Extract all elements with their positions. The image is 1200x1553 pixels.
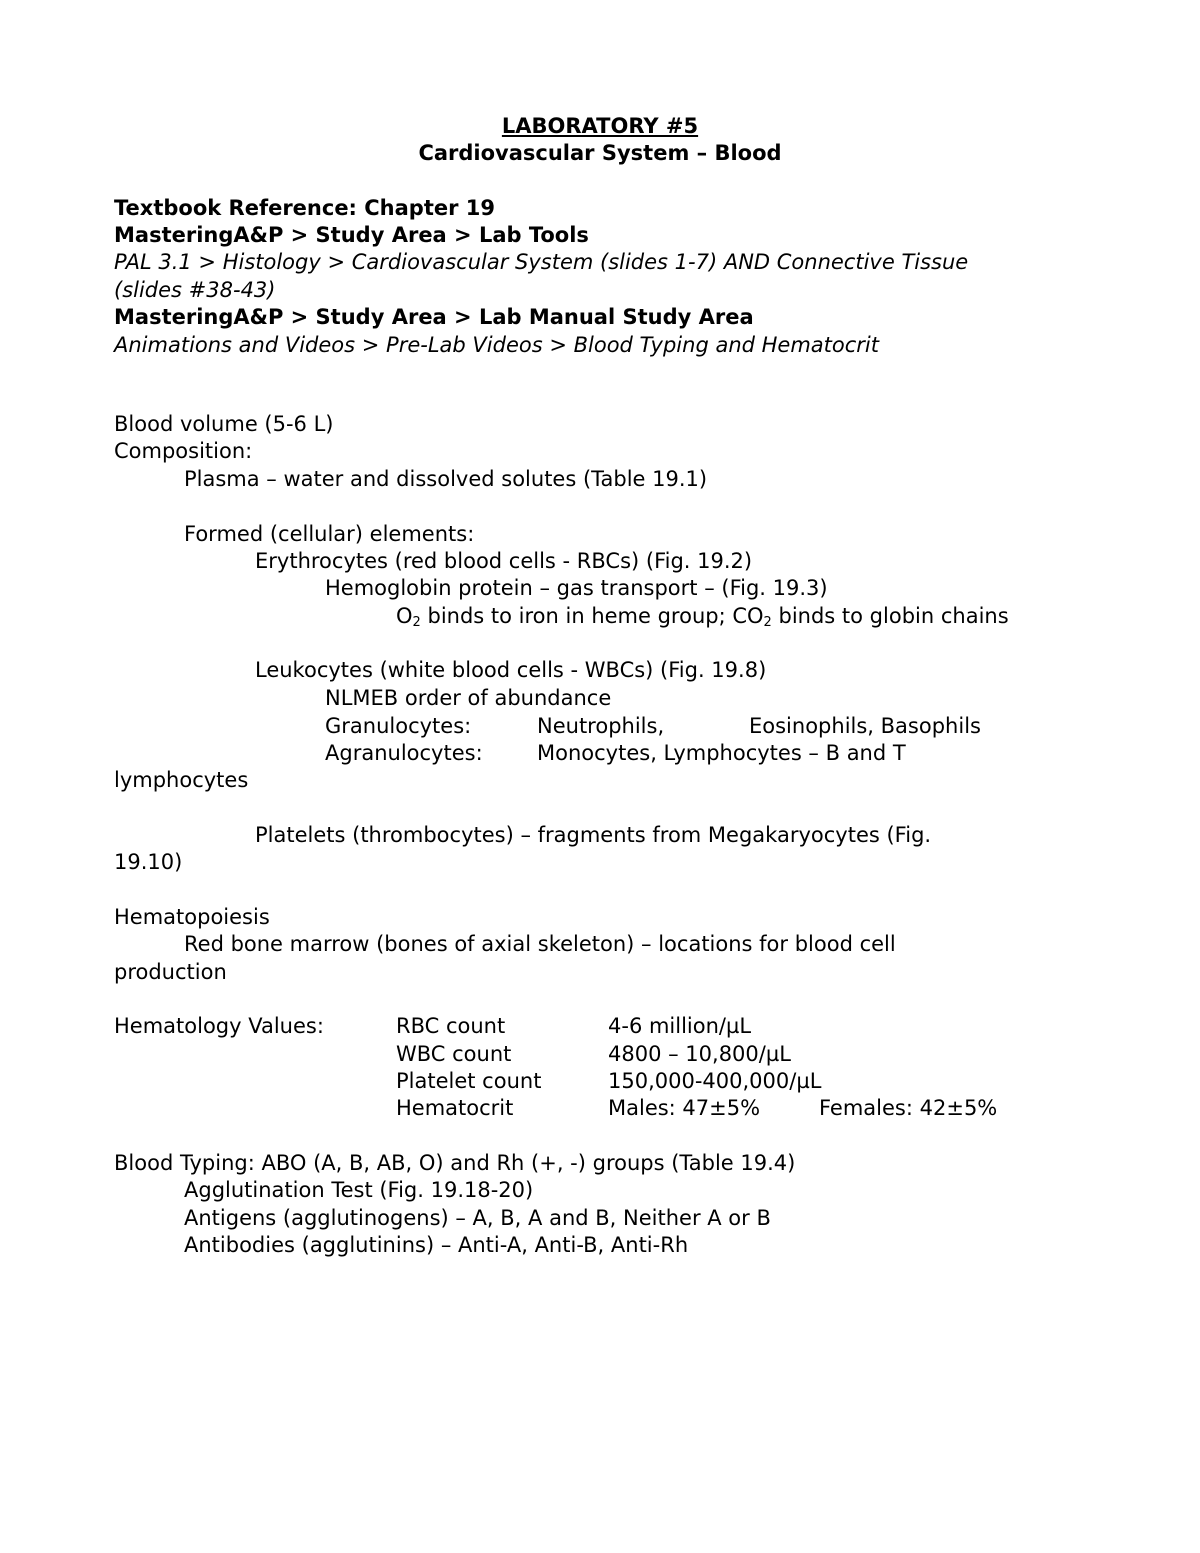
platelet-count-value: 150,000-400,000/µL bbox=[608, 1069, 822, 1093]
platelet-count-name: Platelet count bbox=[396, 1069, 542, 1093]
lab-number-heading: LABORATORY #5 bbox=[501, 114, 699, 138]
platelets-line: Platelets (thrombocytes) – fragments from Megakaryocytes (Fig. bbox=[255, 823, 932, 847]
antibodies-line: Antibodies (agglutinins) – Anti-A, Anti-B, Anti-Rh bbox=[184, 1233, 689, 1257]
rbc-count-name: RBC count bbox=[396, 1014, 506, 1038]
co2-subscript: 2 bbox=[763, 615, 772, 630]
granulocytes-neutrophils: Neutrophils, bbox=[537, 714, 665, 738]
hematology-label: Hematology Values: bbox=[114, 1014, 324, 1038]
textbook-reference: Textbook Reference: Chapter 19 bbox=[114, 196, 496, 220]
hematopoiesis-line2: production bbox=[114, 960, 227, 984]
hematopoiesis-line1: Red bone marrow (bones of axial skeleton) – locations for blood cell bbox=[184, 932, 896, 956]
agranulocytes-label: Agranulocytes: bbox=[325, 741, 483, 765]
mastering-lab-tools: MasteringA&P > Study Area > Lab Tools bbox=[114, 223, 589, 247]
erythrocytes-line: Erythrocytes (red blood cells - RBCs) (Fig. 19.2) bbox=[255, 549, 753, 573]
lab-title-heading: Cardiovascular System – Blood bbox=[418, 141, 782, 165]
formed-elements-label: Formed (cellular) elements: bbox=[184, 522, 475, 546]
granulocytes-others: Eosinophils, Basophils bbox=[749, 714, 981, 738]
o2-binding-text: binds to iron in heme group; CO bbox=[420, 604, 764, 628]
pal-reference-line2: (slides #38-43) bbox=[114, 278, 276, 302]
antigens-line: Antigens (agglutinogens) – A, B, A and B, Neither A or B bbox=[184, 1206, 771, 1230]
nlmeb-line: NLMEB order of abundance bbox=[325, 686, 612, 710]
platelets-wrap: 19.10) bbox=[114, 850, 183, 874]
wbc-count-value: 4800 – 10,800/µL bbox=[608, 1042, 791, 1066]
agranulocytes-wrap: lymphocytes bbox=[114, 768, 249, 792]
o2-symbol: O bbox=[396, 604, 413, 628]
agglutination-line: Agglutination Test (Fig. 19.18-20) bbox=[184, 1178, 534, 1202]
hematocrit-females: Females: 42±5% bbox=[819, 1096, 998, 1120]
hematocrit-name: Hematocrit bbox=[396, 1096, 514, 1120]
wbc-count-name: WBC count bbox=[396, 1042, 512, 1066]
pal-reference-line1: PAL 3.1 > Histology > Cardiovascular System (slides 1-7) AND Connective Tissue bbox=[114, 250, 969, 274]
composition-label: Composition: bbox=[114, 439, 253, 463]
rbc-count-value: 4-6 million/µL bbox=[608, 1014, 752, 1038]
o2-subscript: 2 bbox=[412, 615, 421, 630]
animations-reference: Animations and Videos > Pre-Lab Videos > Blood Typing and Hematocrit bbox=[114, 333, 880, 357]
co2-binding-text: binds to globin chains bbox=[771, 604, 1009, 628]
mastering-lab-manual: MasteringA&P > Study Area > Lab Manual Study Area bbox=[114, 305, 754, 329]
agranulocytes-value: Monocytes, Lymphocytes – B and T bbox=[537, 741, 906, 765]
granulocytes-label: Granulocytes: bbox=[325, 714, 472, 738]
hematopoiesis-title: Hematopoiesis bbox=[114, 905, 270, 929]
leukocytes-line: Leukocytes (white blood cells - WBCs) (Fig. 19.8) bbox=[255, 658, 767, 682]
hemoglobin-line: Hemoglobin protein – gas transport – (Fig. 19.3) bbox=[325, 576, 828, 600]
gas-binding-line bbox=[396, 603, 1009, 630]
plasma-line: Plasma – water and dissolved solutes (Table 19.1) bbox=[184, 467, 708, 491]
hematocrit-males: Males: 47±5% bbox=[608, 1096, 761, 1120]
blood-typing-title: Blood Typing: ABO (A, B, AB, O) and Rh (+, -) groups (Table 19.4) bbox=[114, 1151, 796, 1175]
blood-volume: Blood volume (5-6 L) bbox=[114, 412, 334, 436]
